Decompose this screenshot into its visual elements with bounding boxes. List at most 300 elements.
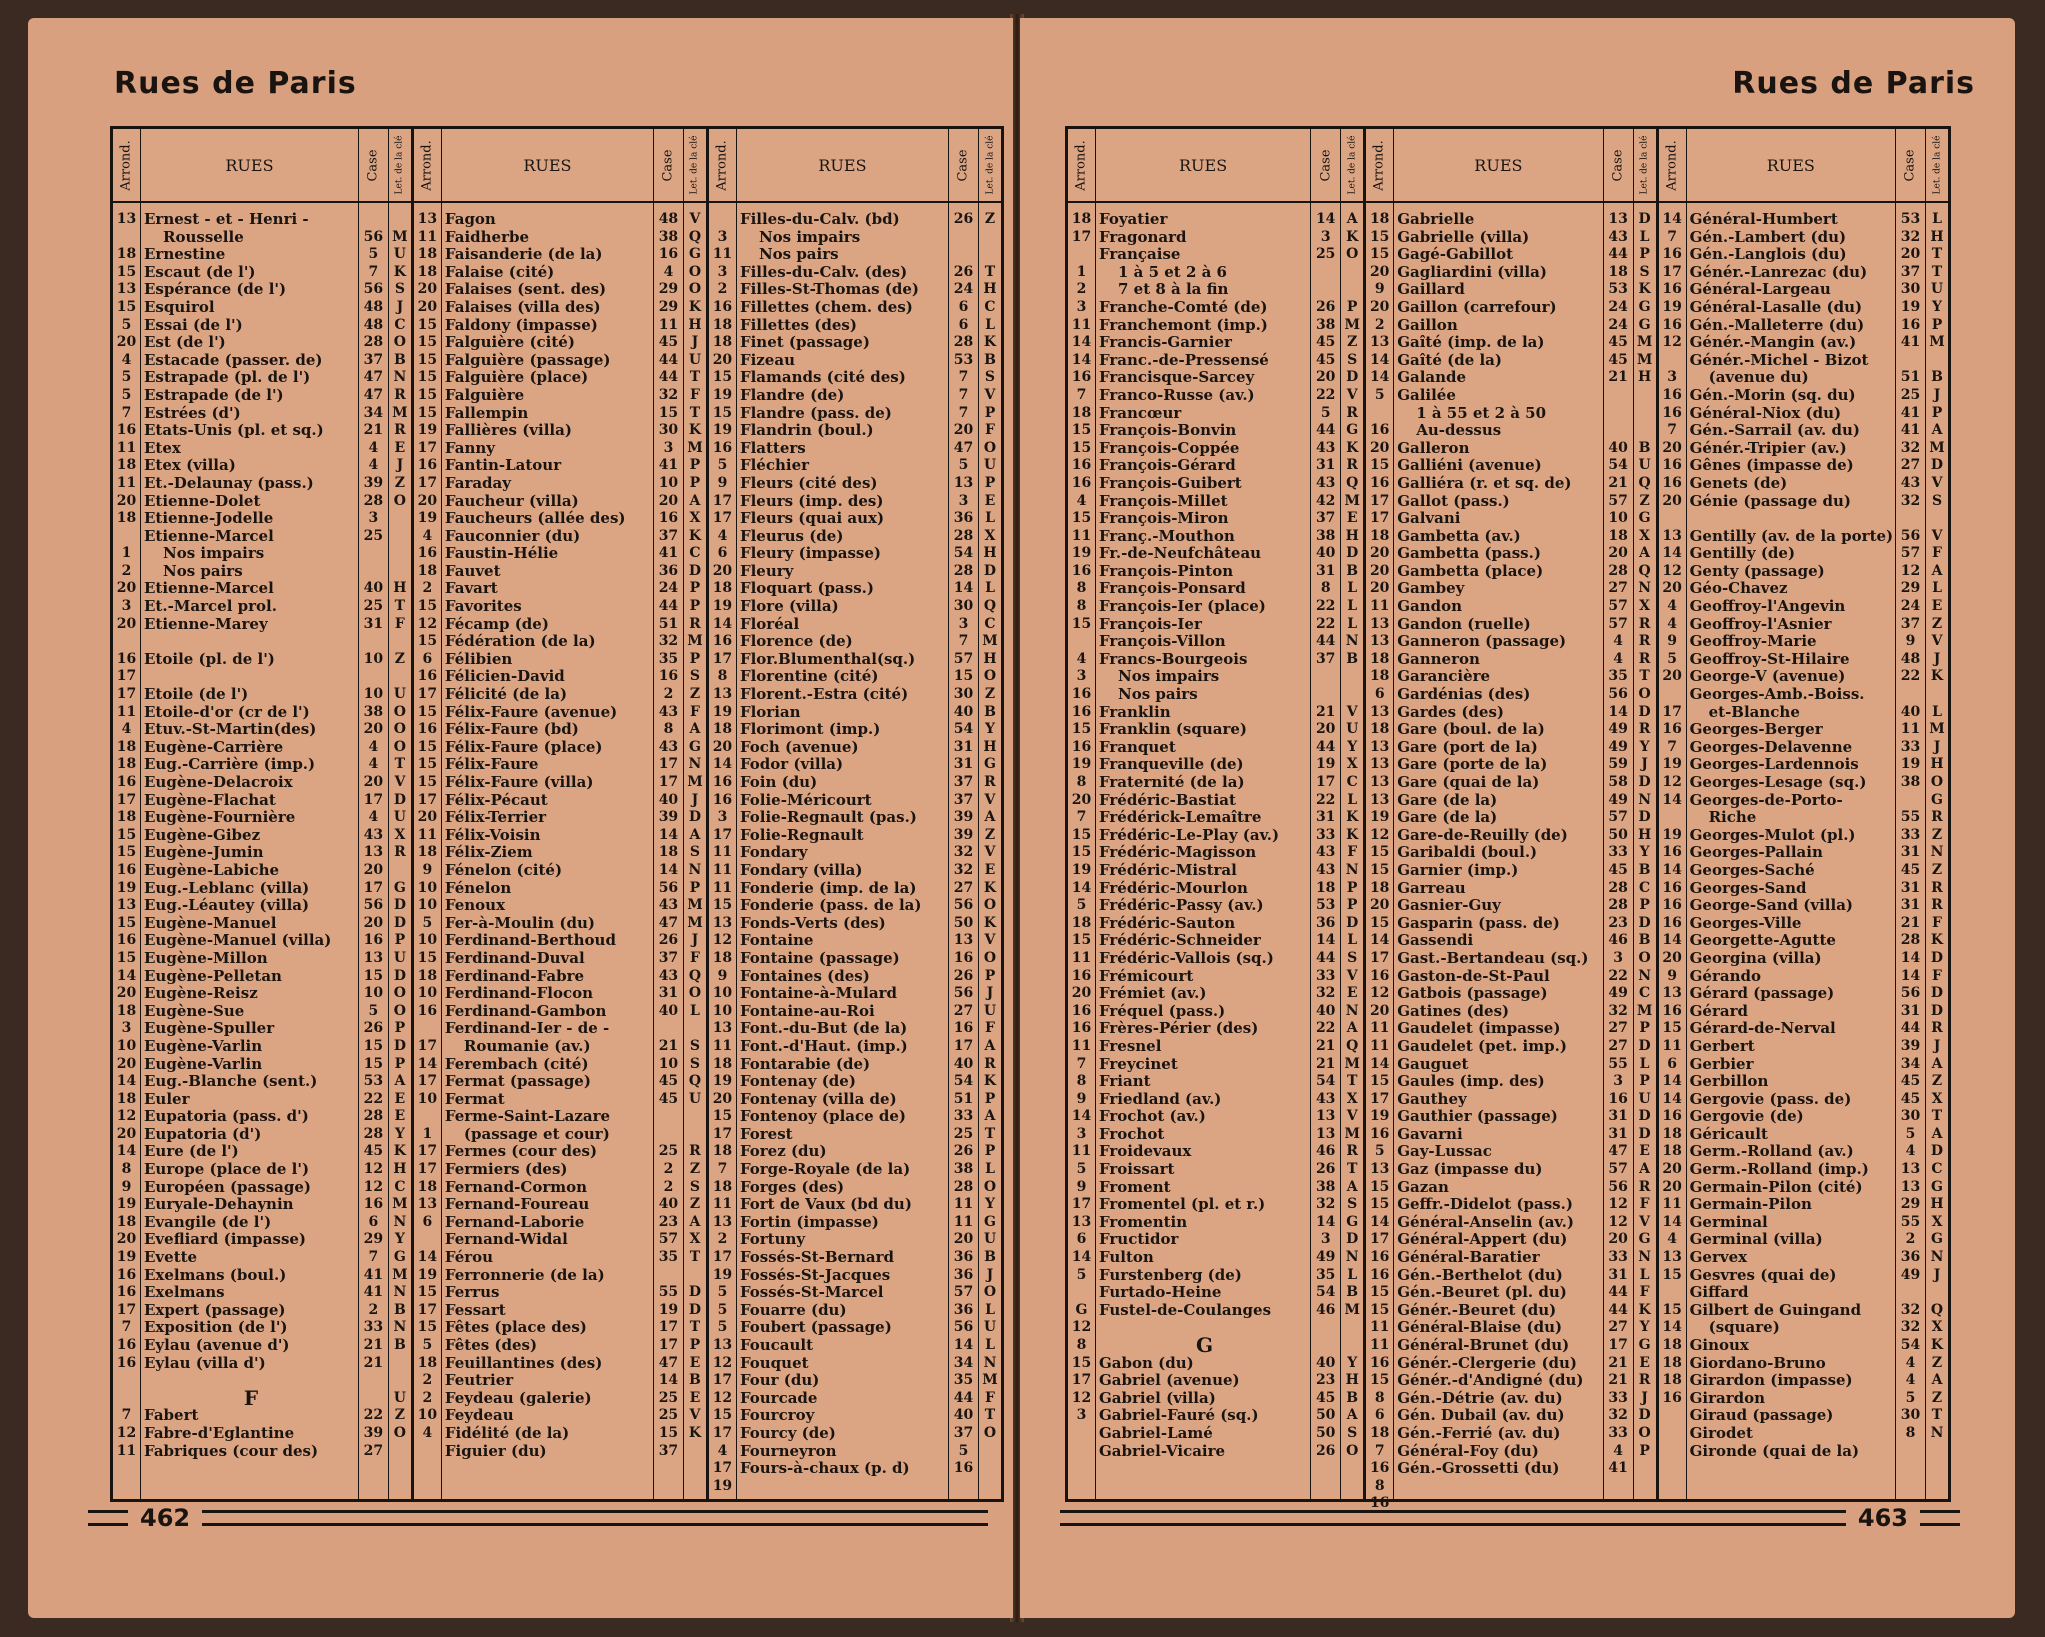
- table-cell: 18: [1315, 879, 1336, 896]
- table-cell: T: [394, 756, 406, 773]
- table-cell: G: [1196, 1333, 1214, 1357]
- table-cell: Germ.-Rolland (av.): [1689, 1142, 1854, 1161]
- table-cell: 3: [1076, 668, 1087, 685]
- table-cell: A: [1346, 1178, 1358, 1195]
- table-cell: Friant: [1099, 1072, 1151, 1091]
- table-cell: 54: [1608, 457, 1628, 474]
- table-cell: 13: [712, 914, 733, 931]
- table-cell: A: [1931, 562, 1943, 579]
- table-cell: 16: [116, 774, 137, 790]
- table-cell: Ganneron (passage): [1397, 632, 1567, 651]
- column-nm: [1394, 129, 1603, 1499]
- table-cell: Espérance (de l'): [144, 280, 287, 299]
- table-cell: L: [1932, 211, 1942, 227]
- table-cell: 15: [417, 1284, 438, 1301]
- table-cell: 12: [417, 615, 438, 632]
- table-cell: D: [393, 1037, 406, 1054]
- table-cell: 12: [363, 1178, 384, 1195]
- table-cell: 26: [1315, 1442, 1336, 1459]
- table-cell: Falguière (cité): [444, 333, 575, 352]
- table-cell: 16: [417, 545, 438, 562]
- table-cell: 40: [1900, 703, 1921, 720]
- table-cell: L: [690, 1002, 700, 1019]
- table-cell: Fresnel: [1099, 1036, 1162, 1055]
- table-cell: R: [1346, 457, 1358, 474]
- table-cell: 5: [958, 1442, 969, 1459]
- table-cell: D: [1638, 211, 1651, 227]
- table-cell: 54: [1315, 1284, 1336, 1301]
- table-cell: 18: [1662, 1143, 1682, 1160]
- table-cell: 32: [1608, 1002, 1628, 1019]
- table-cell: 26: [953, 263, 974, 280]
- table-cell: 33: [953, 1108, 974, 1125]
- table-cell: 17: [712, 1460, 733, 1477]
- table-cell: 16: [953, 1020, 974, 1037]
- table-cell: Gerbert: [1689, 1036, 1755, 1055]
- table-cell: 29: [1900, 1196, 1921, 1213]
- table-cell: 20: [1662, 439, 1682, 456]
- table-cell: 47: [1608, 1143, 1628, 1160]
- table-cell: Génér.-Beuret (du): [1397, 1300, 1557, 1319]
- column-ar: [113, 129, 141, 1499]
- table-cell: D: [1638, 1108, 1651, 1125]
- table-cell: Escaut (de l'): [144, 262, 256, 281]
- table-cell: Général-Brunet (du): [1397, 1336, 1570, 1354]
- table-cell: 8: [121, 1161, 132, 1178]
- table-cell: 20: [1662, 949, 1682, 966]
- table-cell: Eugène-Millon: [144, 948, 268, 967]
- table-cell: Frédéric-Magisson: [1099, 843, 1257, 862]
- table-cell: 20: [1315, 369, 1336, 386]
- table-cell: Georges-Sand: [1689, 878, 1807, 897]
- table-cell: 13: [712, 1337, 733, 1353]
- table-cell: K: [983, 914, 997, 931]
- table-cell: Girodet: [1689, 1423, 1753, 1442]
- table-cell: Ginoux: [1689, 1336, 1749, 1354]
- page-footer-right: [1020, 1504, 1960, 1532]
- table-cell: D: [393, 967, 406, 984]
- table-cell: 46: [1608, 932, 1628, 949]
- table-cell: 4: [1905, 1354, 1916, 1371]
- table-cell: 34: [1900, 1055, 1921, 1072]
- table-cell: D: [1638, 809, 1651, 826]
- table-cell: N: [1345, 861, 1359, 878]
- table-cell: 9: [1905, 633, 1916, 650]
- table-cell: 15: [417, 1319, 438, 1336]
- table-cell: Eure (de l'): [144, 1142, 239, 1161]
- table-cell: 34: [363, 404, 384, 421]
- table-cell: 14: [1662, 1213, 1682, 1230]
- table-cell: 6: [422, 650, 433, 667]
- table-cell: Gén.-Ferrié (av. du): [1397, 1423, 1561, 1442]
- table-cell: 6: [1374, 686, 1385, 703]
- table-cell: Félix-Faure (place): [444, 737, 603, 756]
- table-cell: 43: [658, 967, 679, 984]
- table-cell: 5: [368, 246, 379, 263]
- table-cell: [1926, 510, 1948, 528]
- table-cell: Eugène-Manuel (villa): [144, 931, 332, 950]
- table-cell: 56: [363, 897, 384, 914]
- page-footer-left: [28, 1504, 988, 1532]
- table-cell: Fêtes (place des): [444, 1318, 587, 1337]
- table-cell: M: [392, 404, 408, 421]
- table-cell: Félix-Ziem: [444, 843, 533, 862]
- table-cell: 16: [1662, 721, 1682, 738]
- table-cell: H: [983, 281, 997, 298]
- table-cell: Fourcade: [739, 1388, 818, 1407]
- table-cell: Gazan: [1397, 1177, 1449, 1196]
- table-cell: 28: [363, 334, 384, 351]
- table-cell: 10: [417, 1090, 438, 1107]
- column-header: Arrond.: [1659, 129, 1686, 203]
- table-cell: 16: [363, 1196, 384, 1213]
- table-cell: Geoffroy-Marie: [1689, 632, 1817, 651]
- table-cell: 35: [953, 1372, 974, 1389]
- table-cell: 11: [953, 1213, 974, 1230]
- table-cell: B: [1638, 932, 1651, 949]
- table-cell: 43: [1315, 844, 1336, 861]
- table-cell: P: [984, 474, 996, 491]
- table-cell: 33: [1608, 844, 1628, 861]
- table-cell: C: [1931, 1161, 1943, 1178]
- table-cell: Géricault: [1689, 1124, 1768, 1143]
- table-cell: 22: [363, 1090, 384, 1107]
- table-cell: 17: [417, 1161, 438, 1178]
- table-cell: P: [394, 1055, 406, 1072]
- table-cell: 57: [1608, 809, 1628, 826]
- table-cell: 2: [663, 686, 674, 703]
- table-cell: 7: [958, 633, 969, 650]
- table-cell: 20: [953, 1231, 974, 1248]
- table-cell: 6: [958, 316, 969, 333]
- table-cell: 14: [658, 826, 679, 843]
- table-cell: 47: [363, 369, 384, 386]
- table-cell: Eug.-Blanche (sent.): [144, 1072, 318, 1091]
- table-cell: Florentine (cité): [739, 667, 879, 686]
- table-cell: 57: [953, 650, 974, 667]
- table-cell: 17: [1315, 774, 1336, 790]
- table-cell: 26: [1315, 1161, 1336, 1178]
- table-cell: 35: [658, 1249, 679, 1266]
- table-cell: 19: [712, 1073, 733, 1090]
- table-cell: 23: [1315, 1372, 1336, 1389]
- table-cell: Ferdinand-Ier - de -: [444, 1019, 610, 1038]
- table-cell: U: [983, 1002, 997, 1019]
- table-cell: Fabriques (cour des): [144, 1441, 319, 1460]
- table-cell: J: [1933, 650, 1941, 667]
- table-cell: Faisanderie (de la): [444, 245, 603, 264]
- table-cell: K: [393, 1143, 406, 1160]
- table-cell: Eug.-Léautey (villa): [144, 896, 310, 915]
- table-cell: Furtado-Heine: [1099, 1283, 1222, 1302]
- table-cell: Flamands (cité des): [739, 368, 906, 387]
- table-cell: 3: [1076, 298, 1087, 315]
- table-cell: 2: [663, 1161, 674, 1178]
- table-cell: 2: [717, 1231, 728, 1248]
- table-cell: 39: [953, 826, 974, 843]
- table-cell: [1659, 352, 1686, 370]
- table-cell: 37: [363, 351, 384, 368]
- table-cell: 20: [1369, 580, 1390, 597]
- table-cell: 49: [1608, 985, 1628, 1002]
- table-cell: 8: [1905, 1424, 1916, 1441]
- table-cell: Génér.-d'Andigné (du): [1397, 1371, 1584, 1390]
- table-cell: A: [689, 492, 701, 509]
- table-cell: 33: [1900, 826, 1921, 843]
- table-cell: Gaîté (de la): [1397, 350, 1502, 369]
- table-cell: E: [689, 1389, 701, 1406]
- table-cell: Félix-Faure (bd): [444, 720, 579, 739]
- table-cell: 56: [1608, 686, 1628, 703]
- table-cell: O: [1346, 246, 1359, 263]
- table-cell: N: [1930, 844, 1944, 861]
- table-cell: 11: [1369, 1020, 1390, 1037]
- table-cell: 16: [1369, 1125, 1390, 1142]
- table-cell: Fermiers (des): [444, 1160, 568, 1179]
- table-cell: 53: [1900, 211, 1921, 227]
- table-cell: Georges-Amb.-Boiss.: [1689, 685, 1865, 704]
- table-cell: 16: [1071, 967, 1092, 984]
- table-cell: 20: [417, 492, 438, 509]
- table-cell: 18: [1071, 914, 1092, 931]
- table-cell: Fourcroy: [739, 1406, 815, 1425]
- table-cell: Eugène-Manuel: [144, 913, 277, 932]
- table-cell: Fillettes (des): [739, 315, 857, 334]
- table-cell: 11: [116, 1442, 137, 1459]
- table-cell: 47: [658, 914, 679, 931]
- table-cell: 13: [953, 932, 974, 949]
- table-cell: 41: [363, 1284, 384, 1301]
- table-cell: G: [1638, 1231, 1651, 1248]
- table-cell: François-Coppée: [1099, 438, 1240, 457]
- table-cell: 14: [1369, 1055, 1390, 1072]
- table-cell: 17: [1369, 1090, 1390, 1107]
- table-cell: M: [1344, 1125, 1360, 1142]
- table-cell: 29: [363, 1231, 384, 1248]
- table-cell: 18: [417, 562, 438, 579]
- table-cell: 44: [658, 351, 679, 368]
- table-cell: Gaudelet (impasse): [1397, 1019, 1561, 1038]
- table-cell: Filles-du-Calv. (bd): [739, 210, 900, 228]
- table-cell: 3: [717, 228, 728, 245]
- table-cell: Freycinet: [1099, 1054, 1178, 1073]
- table-cell: [113, 528, 140, 546]
- table-cell: 19: [712, 703, 733, 720]
- table-cell: 29: [658, 281, 679, 298]
- table-cell: Fédération (de la): [444, 632, 596, 651]
- table-cell: Garancière: [1397, 667, 1491, 686]
- table-cell: 5: [1076, 1161, 1087, 1178]
- table-cell: 38: [1315, 316, 1336, 333]
- table-cell: A: [689, 826, 701, 843]
- table-cell: 10: [1608, 510, 1628, 527]
- table-cell: François-Villon: [1099, 632, 1226, 651]
- table-cell: Gén.-Morin (sq. du): [1689, 385, 1856, 404]
- column-lt: [684, 129, 706, 1499]
- table-cell: 5: [1374, 1143, 1385, 1160]
- table-cell: O: [983, 668, 997, 685]
- table-cell: 16: [116, 1266, 137, 1283]
- table-cell: 5: [1320, 404, 1331, 421]
- table-cell: Gérard (passage): [1689, 984, 1835, 1003]
- table-cell: François-Pinton: [1099, 561, 1234, 580]
- table-cell: N: [1638, 967, 1651, 984]
- table-cell: Frédéric-Passy (av.): [1099, 896, 1264, 915]
- table-cell: Germinal: [1689, 1212, 1768, 1231]
- table-cell: F: [985, 422, 995, 439]
- table-cell: A: [394, 1073, 406, 1090]
- table-cell: Etex: [144, 438, 181, 457]
- table-cell: Z: [1931, 1389, 1943, 1406]
- table-cell: 40: [1315, 1354, 1336, 1371]
- table-cell: S: [689, 668, 700, 685]
- table-cell: 17: [1662, 263, 1682, 280]
- table-cell: S: [1347, 1424, 1358, 1441]
- table-cell: Frédéric-Schneider: [1099, 931, 1261, 950]
- table-cell: F: [1347, 844, 1358, 861]
- table-cell: Foch (avenue): [739, 737, 859, 756]
- table-cell: Faraday: [444, 473, 511, 492]
- table-cell: P: [689, 879, 701, 896]
- table-cell: S: [689, 1178, 700, 1195]
- table-cell: J: [1641, 756, 1648, 773]
- table-cell: M: [1636, 334, 1653, 351]
- table-cell: [1068, 1284, 1095, 1302]
- table-cell: 45: [658, 1073, 679, 1090]
- table-cell: [654, 1267, 683, 1285]
- table-cell: 15: [1369, 914, 1390, 931]
- table-cell: N: [393, 1319, 407, 1336]
- table-cell: Etoile-d'or (cr de l'): [144, 702, 310, 721]
- table-cell: 9: [1374, 281, 1385, 298]
- column-nm: [141, 129, 359, 1499]
- table-cell: 23: [1608, 914, 1628, 931]
- table-cell: 27: [953, 1002, 974, 1019]
- column-ar: [1068, 129, 1096, 1499]
- table-cell: Geoffroy-l'Angevin: [1689, 597, 1846, 616]
- table-cell: B: [1638, 439, 1651, 456]
- table-cell: [414, 1020, 441, 1038]
- table-cell: 15: [712, 1407, 733, 1424]
- table-cell: X: [394, 826, 406, 843]
- table-cell: U: [393, 949, 406, 966]
- table-cell: H: [393, 1161, 407, 1178]
- table-cell: Félix-Voisin: [444, 825, 541, 844]
- table-cell: 18: [1071, 211, 1092, 227]
- table-cell: K: [1930, 932, 1944, 949]
- table-cell: R: [689, 615, 701, 632]
- table-cell: 45: [1315, 1389, 1336, 1406]
- table-cell: 17: [1369, 1231, 1390, 1248]
- table-cell: 7: [1667, 422, 1677, 439]
- table-cell: 16: [953, 949, 974, 966]
- table-cell: Général-Foy (du): [1397, 1441, 1539, 1460]
- table-cell: Gare (de la): [1397, 808, 1498, 827]
- table-cell: Eupatoria (pass. d'): [144, 1107, 309, 1126]
- table-cell: 7: [958, 404, 969, 421]
- table-cell: D: [1638, 914, 1651, 931]
- table-cell: 21: [1315, 1055, 1336, 1072]
- table-cell: 14: [712, 615, 733, 632]
- table-cell: 38: [658, 228, 679, 245]
- table-cell: 7: [958, 386, 969, 403]
- table-cell: [1311, 1319, 1340, 1337]
- table-cell: François-Gérard: [1099, 456, 1236, 475]
- table-cell: 48: [363, 298, 384, 315]
- table-cell: Q: [1930, 1301, 1944, 1318]
- table-cell: Froissart: [1099, 1160, 1175, 1179]
- table-cell: 16: [1071, 1020, 1092, 1037]
- table-cell: Flatters: [739, 438, 806, 457]
- table-cell: Gerbillon: [1689, 1072, 1769, 1091]
- table-cell: Gardes (des): [1397, 702, 1504, 721]
- table-cell: Nos impairs: [1118, 667, 1220, 686]
- table-cell: 45: [1315, 351, 1336, 368]
- table-cell: Gabrielle (villa): [1397, 227, 1530, 246]
- table-cell: Z: [394, 650, 405, 667]
- table-cell: 11: [1900, 721, 1921, 738]
- table-cell: Génér.-Clergerie (du): [1397, 1353, 1578, 1372]
- table-cell: [1341, 1337, 1363, 1355]
- table-cell: Froment: [1099, 1177, 1171, 1196]
- table-cell: 20: [1662, 492, 1682, 509]
- table-cell: 11: [712, 1196, 733, 1213]
- table-cell: D: [688, 562, 701, 579]
- table-cell: 6: [422, 1213, 433, 1230]
- table-cell: 14: [1662, 1073, 1682, 1090]
- table-cell: 14: [116, 1143, 137, 1160]
- table-cell: François-Ier (place): [1099, 597, 1266, 616]
- column-ar: [1366, 129, 1394, 1512]
- table-cell: G: [688, 738, 701, 755]
- table-cell: 15: [417, 756, 438, 773]
- table-cell: 13: [363, 949, 384, 966]
- table-cell: 20: [363, 774, 384, 790]
- table-cell: Etienne-Marcel: [144, 526, 274, 545]
- table-cell: 13: [1608, 211, 1628, 227]
- table-cell: [389, 510, 411, 528]
- table-cell: Z: [1931, 1354, 1943, 1371]
- table-cell: S: [1347, 1196, 1358, 1213]
- table-cell: Georges-Pallain: [1689, 843, 1823, 862]
- table-cell: 4: [663, 263, 674, 280]
- page-header-left: Rues de Paris: [114, 66, 357, 101]
- table-cell: 5: [422, 1337, 433, 1353]
- table-cell: V: [689, 211, 701, 227]
- table-cell: M: [687, 914, 703, 931]
- table-cell: (avenue du): [1708, 368, 1809, 387]
- table-cell: 14: [658, 1372, 679, 1389]
- table-cell: 20: [712, 351, 733, 368]
- table-cell: 45: [1315, 334, 1336, 351]
- table-cell: 18: [116, 457, 137, 474]
- table-cell: 56: [658, 879, 679, 896]
- table-cell: 17: [1071, 1196, 1092, 1213]
- table-cell: 8: [1076, 774, 1087, 790]
- table-cell: 16: [1369, 1460, 1390, 1477]
- table-cell: Foyatier: [1099, 210, 1168, 228]
- table-cell: 12: [116, 1108, 137, 1125]
- table-cell: K: [983, 334, 997, 351]
- table-cell: 4: [368, 756, 379, 773]
- table-cell: 57: [1608, 598, 1628, 615]
- table-cell: 30: [1900, 281, 1921, 298]
- table-cell: Furstenberg (de): [1099, 1265, 1242, 1284]
- table-cell: 8: [1076, 598, 1087, 615]
- table-cell: 17: [1369, 949, 1390, 966]
- table-cell: U: [1638, 1090, 1651, 1107]
- table-cell: 15: [1662, 1301, 1682, 1318]
